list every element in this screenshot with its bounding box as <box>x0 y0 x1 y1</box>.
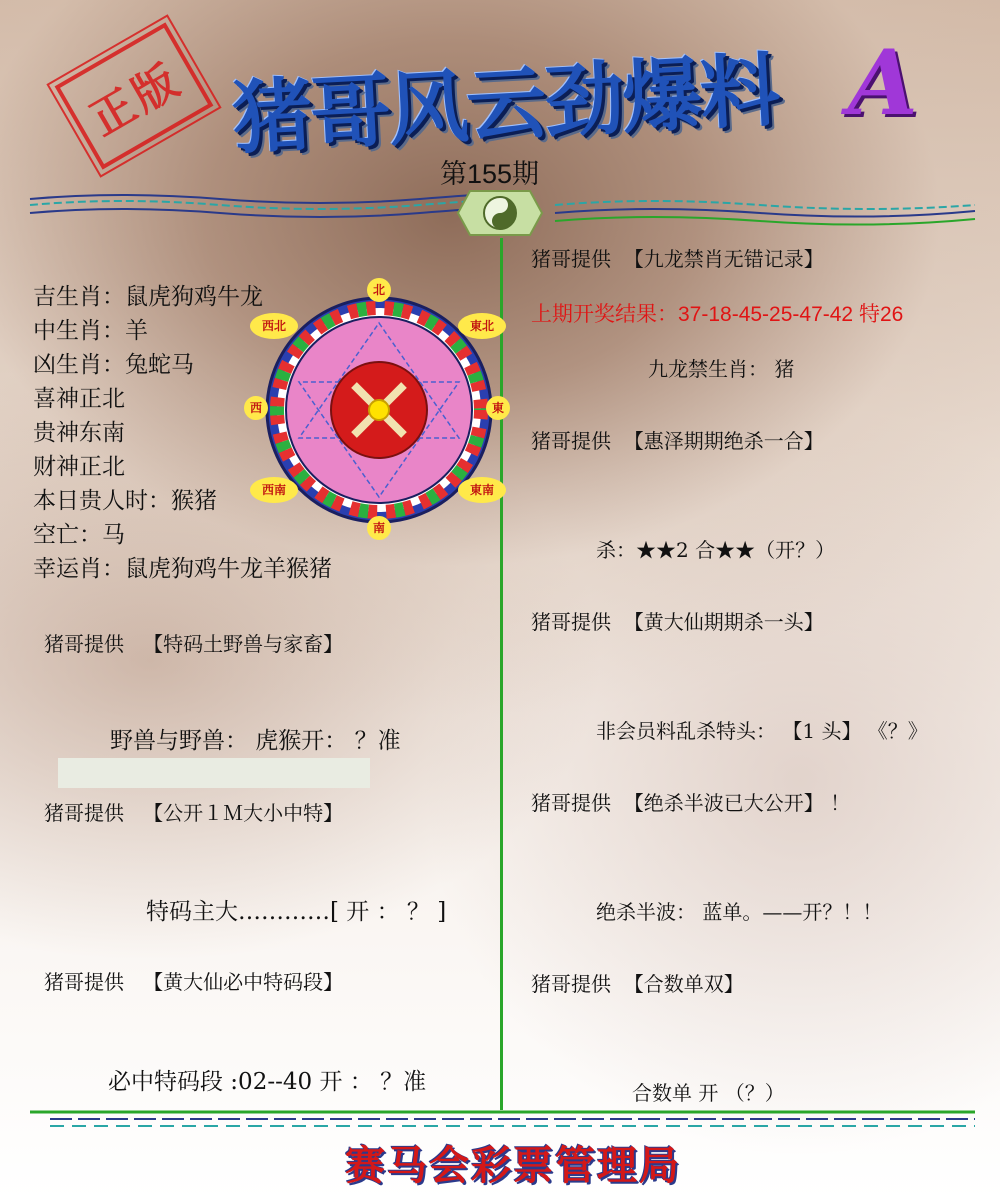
northwest-marker <box>250 313 298 339</box>
blurred-strip <box>58 758 370 788</box>
right-section-3-heading: 猪哥提供 【黄大仙期期杀一头】 <box>531 610 824 634</box>
southwest-marker <box>250 477 298 503</box>
category-row: 喜神正北 <box>33 386 125 412</box>
category-row: 贵神东南 <box>33 420 125 446</box>
authentic-seal <box>55 22 214 169</box>
category-row: 本日贵人时：猴猪 <box>33 488 217 514</box>
category-row: 凶生肖：兔蛇马 <box>33 352 194 378</box>
kill-half-wave: 绝杀半波： 蓝单。——开？！！ <box>596 900 883 924</box>
category-row: 空亡：马 <box>33 522 125 548</box>
odd-even: 合数单 开 （？） <box>632 1081 785 1105</box>
left-section-2-content: 特码主大…………[ 开 ： ？ ] <box>146 899 447 925</box>
yin-yang-icon <box>458 191 542 235</box>
left-section-3-content: 必中特码段 :02--40 开 ： ？准 <box>108 1069 427 1095</box>
west-marker <box>244 396 268 420</box>
right-section-5-heading: 猪哥提供 【合数单双】 <box>531 972 744 996</box>
last-draw-result: 上期开奖结果：37-18-45-25-47-42 特26 <box>531 303 904 326</box>
compass-wheel <box>244 278 514 540</box>
left-section-3-heading: 猪哥提供 【黄大仙必中特码段】 <box>44 970 344 994</box>
svg-text:南: 南 <box>372 521 386 535</box>
wave-divider <box>0 185 1000 245</box>
svg-text:北: 北 <box>372 283 386 297</box>
category-row: 吉生肖：鼠虎狗鸡牛龙 <box>33 284 263 310</box>
south-marker <box>367 516 391 540</box>
bottom-wave-divider <box>0 1106 1000 1136</box>
northeast-marker <box>458 313 506 339</box>
east-marker <box>486 396 510 420</box>
svg-text:西南: 西南 <box>261 483 287 497</box>
seal-text: 正版 <box>81 53 191 146</box>
right-section-1-heading: 猪哥提供 【九龙禁肖无错记录】 <box>531 247 824 271</box>
left-section-2-heading: 猪哥提供 【公开１Ｍ大小中特】 <box>44 801 344 825</box>
southeast-marker <box>458 477 506 503</box>
category-row: 幸运肖：鼠虎狗鸡牛龙羊猴猪 <box>33 556 332 582</box>
nine-dragon-zodiac: 九龙禁生肖： 猪 <box>648 357 795 381</box>
issue-number: 第155期 <box>440 159 540 189</box>
svg-text:東: 東 <box>491 401 505 415</box>
svg-text:西: 西 <box>249 401 263 415</box>
kill-combo: 杀：★★2 合★★（开？） <box>596 538 836 562</box>
version-letter: A <box>848 30 918 136</box>
north-marker <box>367 278 391 302</box>
svg-text:東北: 東北 <box>469 319 495 333</box>
svg-text:東南: 東南 <box>469 483 495 497</box>
right-section-4-heading: 猪哥提供 【绝杀半波已大公开】 ！ <box>531 791 851 815</box>
category-row: 中生肖：羊 <box>33 318 148 344</box>
category-row: 财神正北 <box>33 454 125 480</box>
left-section-1-heading: 猪哥提供 【特码土野兽与家畜】 <box>44 632 344 656</box>
footer-organization: 赛马会彩票管理局 <box>345 1143 681 1189</box>
right-section-2-heading: 猪哥提供 【惠泽期期绝杀一合】 <box>531 429 824 453</box>
svg-text:西北: 西北 <box>261 319 287 333</box>
left-section-1-content: 野兽与野兽： 虎猴开： ？准 <box>110 728 401 754</box>
page-title: 猪哥风云劲爆料 <box>230 43 781 166</box>
non-member-head: 非会员料乱杀特头： 【1 头】 《？》 <box>596 719 928 743</box>
